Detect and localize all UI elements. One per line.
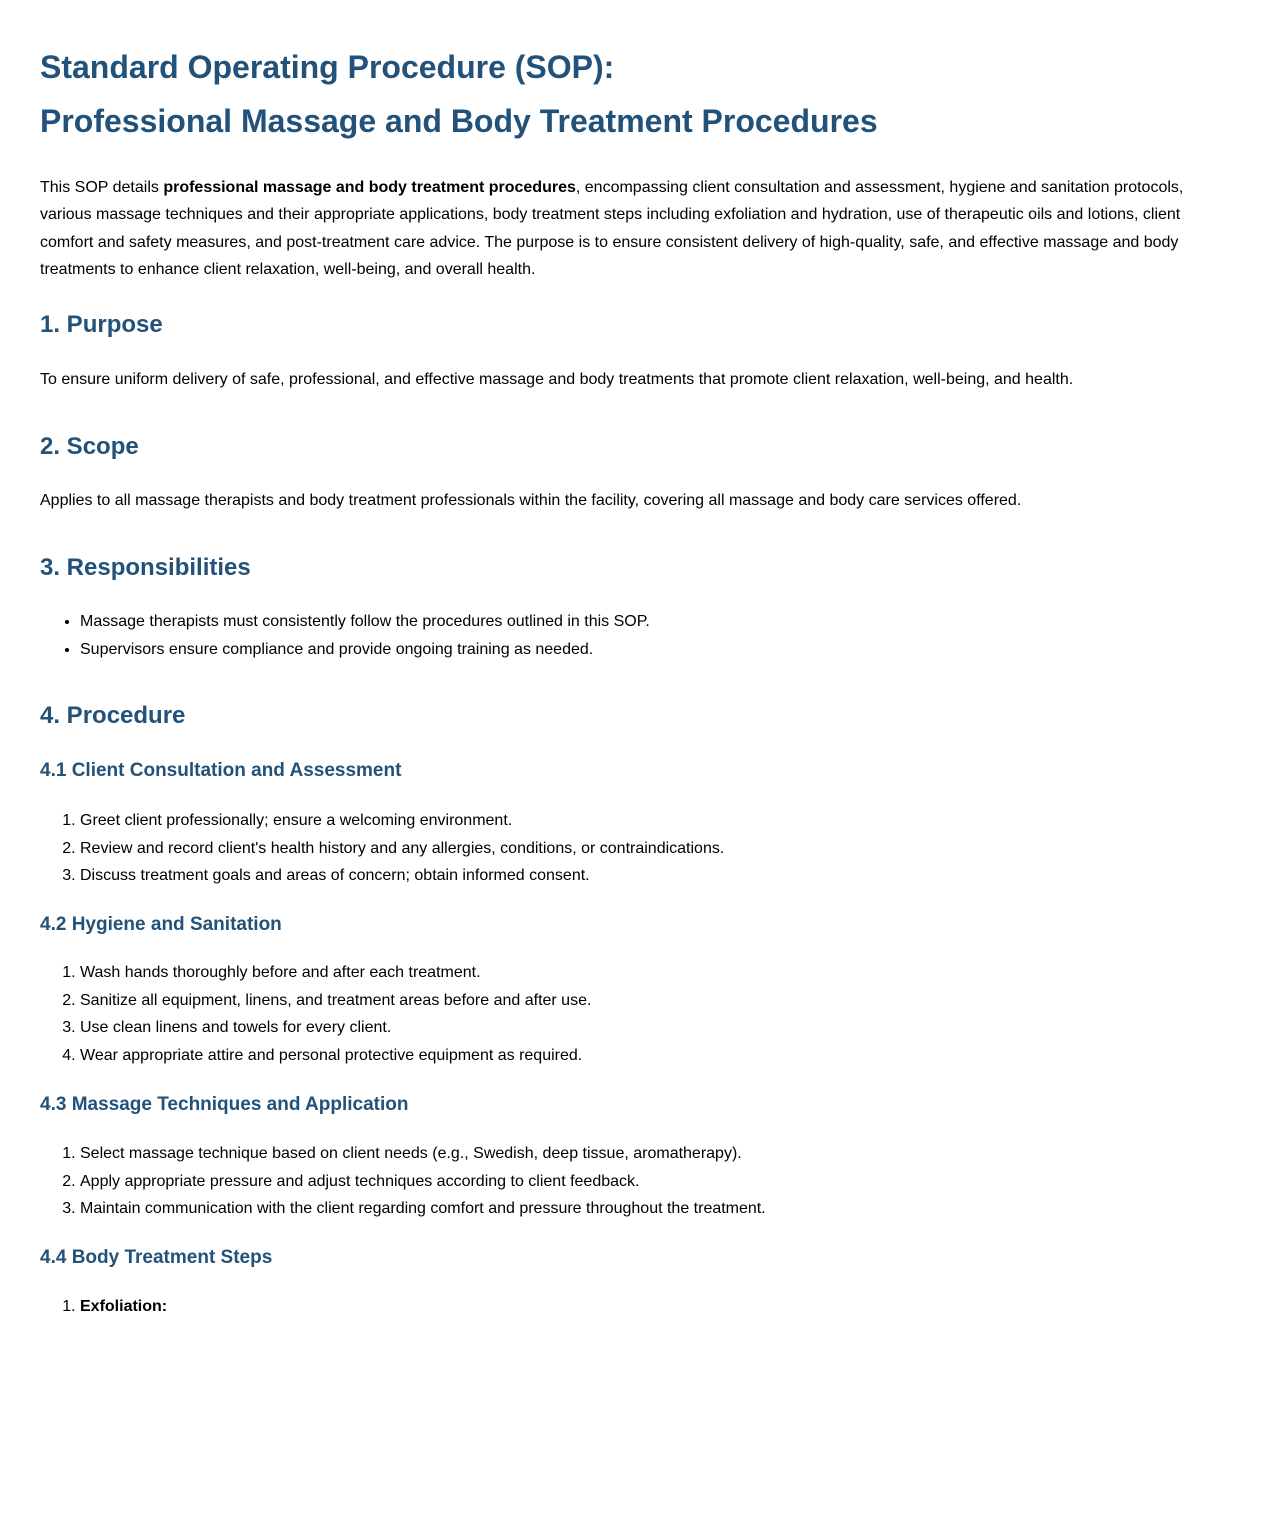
intro-text-before: This SOP details xyxy=(40,179,164,196)
body-treatment-heading: 4.4 Body Treatment Steps xyxy=(40,1247,273,1269)
list-item: • Massage therapists must consistently follow the procedures outlined in this SOP. xyxy=(80,608,1223,635)
list-item: 1. Wash hands thoroughly before and after each treatment. xyxy=(80,959,1223,986)
intro-text-after: , encompassing client consultation and assessment, hygiene and sanitation protocols, various massage techniques and their appropriate applications, body treatment steps including exfoliation and hydration, use of therapeutic oils and lotions, client comfort and safety measures, and post-treatment care advice. The purpose is to ensure consistent delivery of high-quality, safe, and effective massage and body treatments to enhance client relaxation, well-being, and overall health. xyxy=(40,179,1184,279)
list-item: 2. Review and record client's health history and any allergies, conditions, or contraindications. xyxy=(80,835,1223,862)
purpose-text: To ensure uniform delivery of safe, professional, and effective massage and body treatments that promote client relaxation, well-being, and health. xyxy=(40,370,1074,388)
hygiene-list xyxy=(40,959,1223,1069)
techniques-heading: 4.3 Massage Techniques and Application xyxy=(40,1094,409,1116)
title-line-2: Professional Massage and Body Treatment Procedures xyxy=(40,103,878,139)
intro-paragraph xyxy=(40,174,1223,284)
page-title xyxy=(40,40,1223,148)
exfoliation-label: Exfoliation: xyxy=(80,1298,168,1316)
consultation-heading: 4.1 Client Consultation and Assessment xyxy=(40,760,402,782)
list-item: 3. Maintain communication with the client regarding comfort and pressure throughout the treatment. xyxy=(80,1195,1223,1222)
list-item: 3. Discuss treatment goals and areas of concern; obtain informed consent. xyxy=(80,862,1223,889)
consultation-list xyxy=(40,807,1223,889)
scope-heading: 2. Scope xyxy=(40,433,139,461)
responsibilities-list xyxy=(40,608,1223,663)
title-line-1: Standard Operating Procedure (SOP): xyxy=(40,49,615,85)
techniques-list xyxy=(40,1140,1223,1222)
list-item: 1. Select massage technique based on client needs (e.g., Swedish, deep tissue, aromatherapy). xyxy=(80,1140,1223,1167)
list-item xyxy=(80,1293,1223,1320)
list-item: 1. Greet client professionally; ensure a welcoming environment. xyxy=(80,807,1223,834)
list-item: 2. Apply appropriate pressure and adjust techniques according to client feedback. xyxy=(80,1168,1223,1195)
scope-text: Applies to all massage therapists and body treatment professionals within the facility, covering all massage and body care services offered. xyxy=(40,492,1022,510)
hygiene-heading: 4.2 Hygiene and Sanitation xyxy=(40,914,282,936)
intro-text-bold: professional massage and body treatment procedures xyxy=(163,179,576,196)
purpose-heading: 1. Purpose xyxy=(40,310,163,338)
body-treatment-list xyxy=(40,1293,1223,1320)
list-item: 4. Wear appropriate attire and personal protective equipment as required. xyxy=(80,1042,1223,1069)
list-item: 2. Sanitize all equipment, linens, and treatment areas before and after use. xyxy=(80,987,1223,1014)
procedure-heading: 4. Procedure xyxy=(40,702,186,730)
list-item: • Supervisors ensure compliance and provide ongoing training as needed. xyxy=(80,636,1223,663)
list-item: 3. Use clean linens and towels for every client. xyxy=(80,1014,1223,1041)
responsibilities-heading: 3. Responsibilities xyxy=(40,554,251,582)
